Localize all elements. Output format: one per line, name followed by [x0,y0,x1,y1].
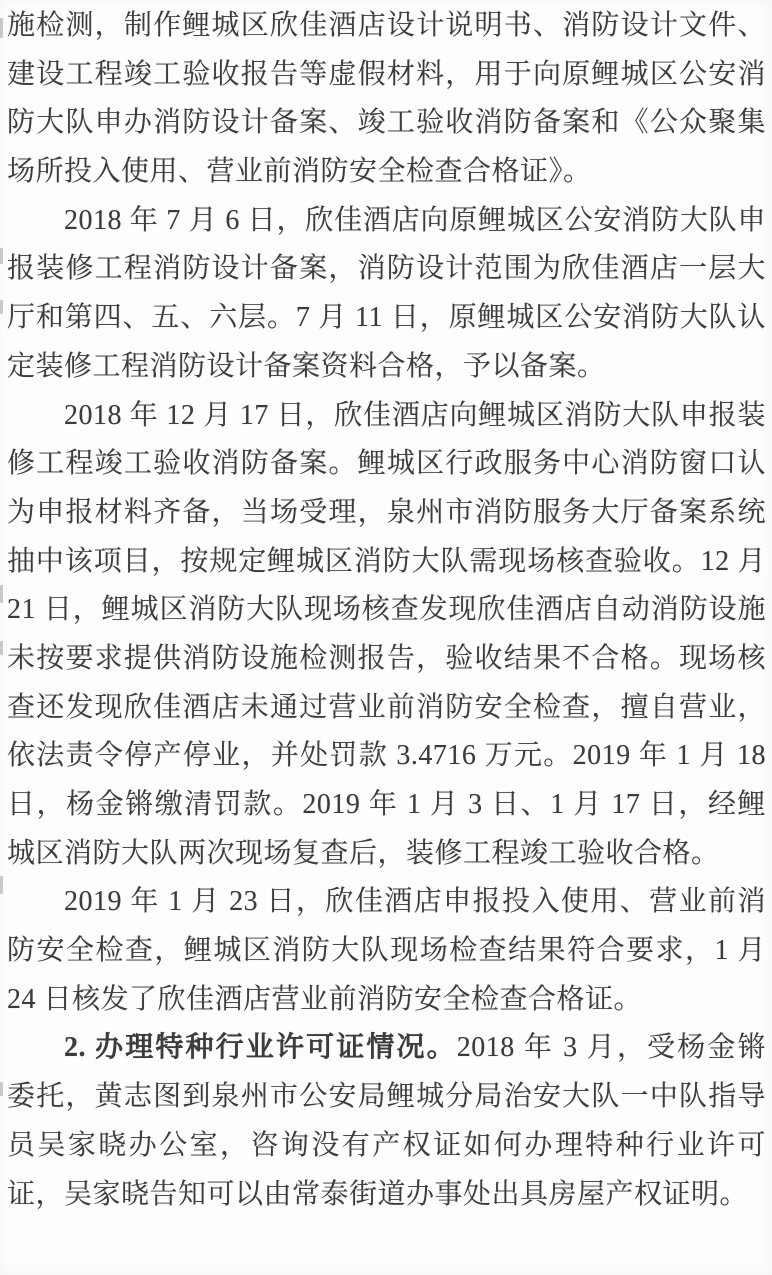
text-line [7,830,766,879]
body-text: 施检测，制作鲤城区欣佳酒店设计说明书、消防设计文件、 [7,10,766,41]
text-line [7,2,766,51]
body-text: 为申报材料齐备，当场受理，泉州市消防服务大厅备案系统 [7,496,766,528]
text-line [7,878,766,927]
body-text: 24 日核发了欣佳酒店营业前消防安全检查合格证。 [7,983,643,1015]
paragraph [7,197,766,392]
body-text: 定装修工程消防设计备案资料合格，予以备案。 [7,350,606,382]
text-line [7,489,766,538]
text-line [7,51,766,100]
text-line [7,684,766,733]
text-line [7,732,766,781]
body-text: 修工程竣工验收消防备案。鲤城区行政服务中心消防窗口认 [7,448,766,480]
body-text: 员吴家晓办公室，咨询没有产权证如何办理特种行业许可 [7,1129,766,1161]
body-text: 报装修工程消防设计备案，消防设计范围为欣佳酒店一层大 [7,253,766,285]
text-line [7,1024,766,1073]
text-line [7,99,766,148]
scan-edge-artifact [0,876,3,894]
body-text: 21 日，鲤城区消防大队现场核查发现欣佳酒店自动消防设施 [7,594,766,626]
text-line [7,927,766,976]
body-text: 委托，黄志图到泉州市公安局鲤城分局治安大队一中队指导 [7,1081,766,1113]
body-text: 日，杨金锵缴清罚款。2019 年 1 月 3 日、1 月 17 日，经鲤 [7,789,766,820]
text-line [7,1073,766,1122]
body-text: 厅和第四、五、六层。7 月 11 日，原鲤城区公安消防大队认 [7,302,766,334]
body-text: 未按要求提供消防设施检测报告，验收结果不合格。现场核 [7,642,766,674]
body-text: 查还发现欣佳酒店未通过营业前消防安全检查，擅自营业， [7,691,766,723]
text-line [7,245,766,294]
paragraph [7,1024,766,1219]
scan-edge-artifact [0,18,3,38]
scan-edge-artifact [0,248,3,264]
text-line [7,1122,766,1171]
body-text: 防大队申办消防设计备案、竣工验收消防备案和《公众聚集 [7,107,766,139]
document-body [7,2,766,1219]
body-text: 建设工程竣工验收报告等虚假材料，用于向原鲤城区公安消 [7,58,766,90]
text-line [7,586,766,635]
body-text: 依法责令停产停业，并处罚款 3.4716 万元。2019 年 1 月 18 [7,740,766,772]
body-text: 防安全检查，鲤城区消防大队现场检查结果符合要求，1 月 [7,935,766,967]
body-text: 2018 年 3 月，受杨金锵 [456,1032,766,1064]
text-line [7,1171,766,1220]
paragraph [7,878,766,1024]
text-line [7,343,766,392]
body-text: 场所投入使用、营业前消防安全检查合格证》。 [7,156,592,188]
scan-edge-artifact [0,300,3,314]
body-text: 证，吴家晓告知可以由常泰街道办事处出具房屋产权证明。 [7,1178,749,1210]
body-text: 抽中该项目，按规定鲤城区消防大队需现场核查验收。12 月 [7,545,766,577]
section-heading-text: 2. 办理特种行业许可证情况。 [64,1032,457,1064]
scan-edge-artifact [0,1082,3,1096]
text-line [7,635,766,684]
body-text: 2018 年 7 月 6 日，欣佳酒店向原鲤城区公安消防大队申 [64,204,766,236]
paragraph [7,2,766,197]
body-text: 2018 年 12 月 17 日，欣佳酒店向鲤城区消防大队申报装 [64,399,766,431]
body-text: 2019 年 1 月 23 日，欣佳酒店申报投入使用、营业前消 [64,886,766,918]
paragraph [7,392,766,879]
text-line [7,440,766,489]
text-line [7,294,766,343]
text-line [7,392,766,441]
text-line [7,197,766,246]
text-line [7,148,766,197]
scan-edge-artifact [0,585,3,603]
text-line [7,781,766,830]
scan-edge-artifact [0,641,3,655]
text-line [7,976,766,1025]
body-text: 城区消防大队两次现场复查后，装修工程竣工验收合格。 [7,837,720,869]
text-line [7,538,766,587]
